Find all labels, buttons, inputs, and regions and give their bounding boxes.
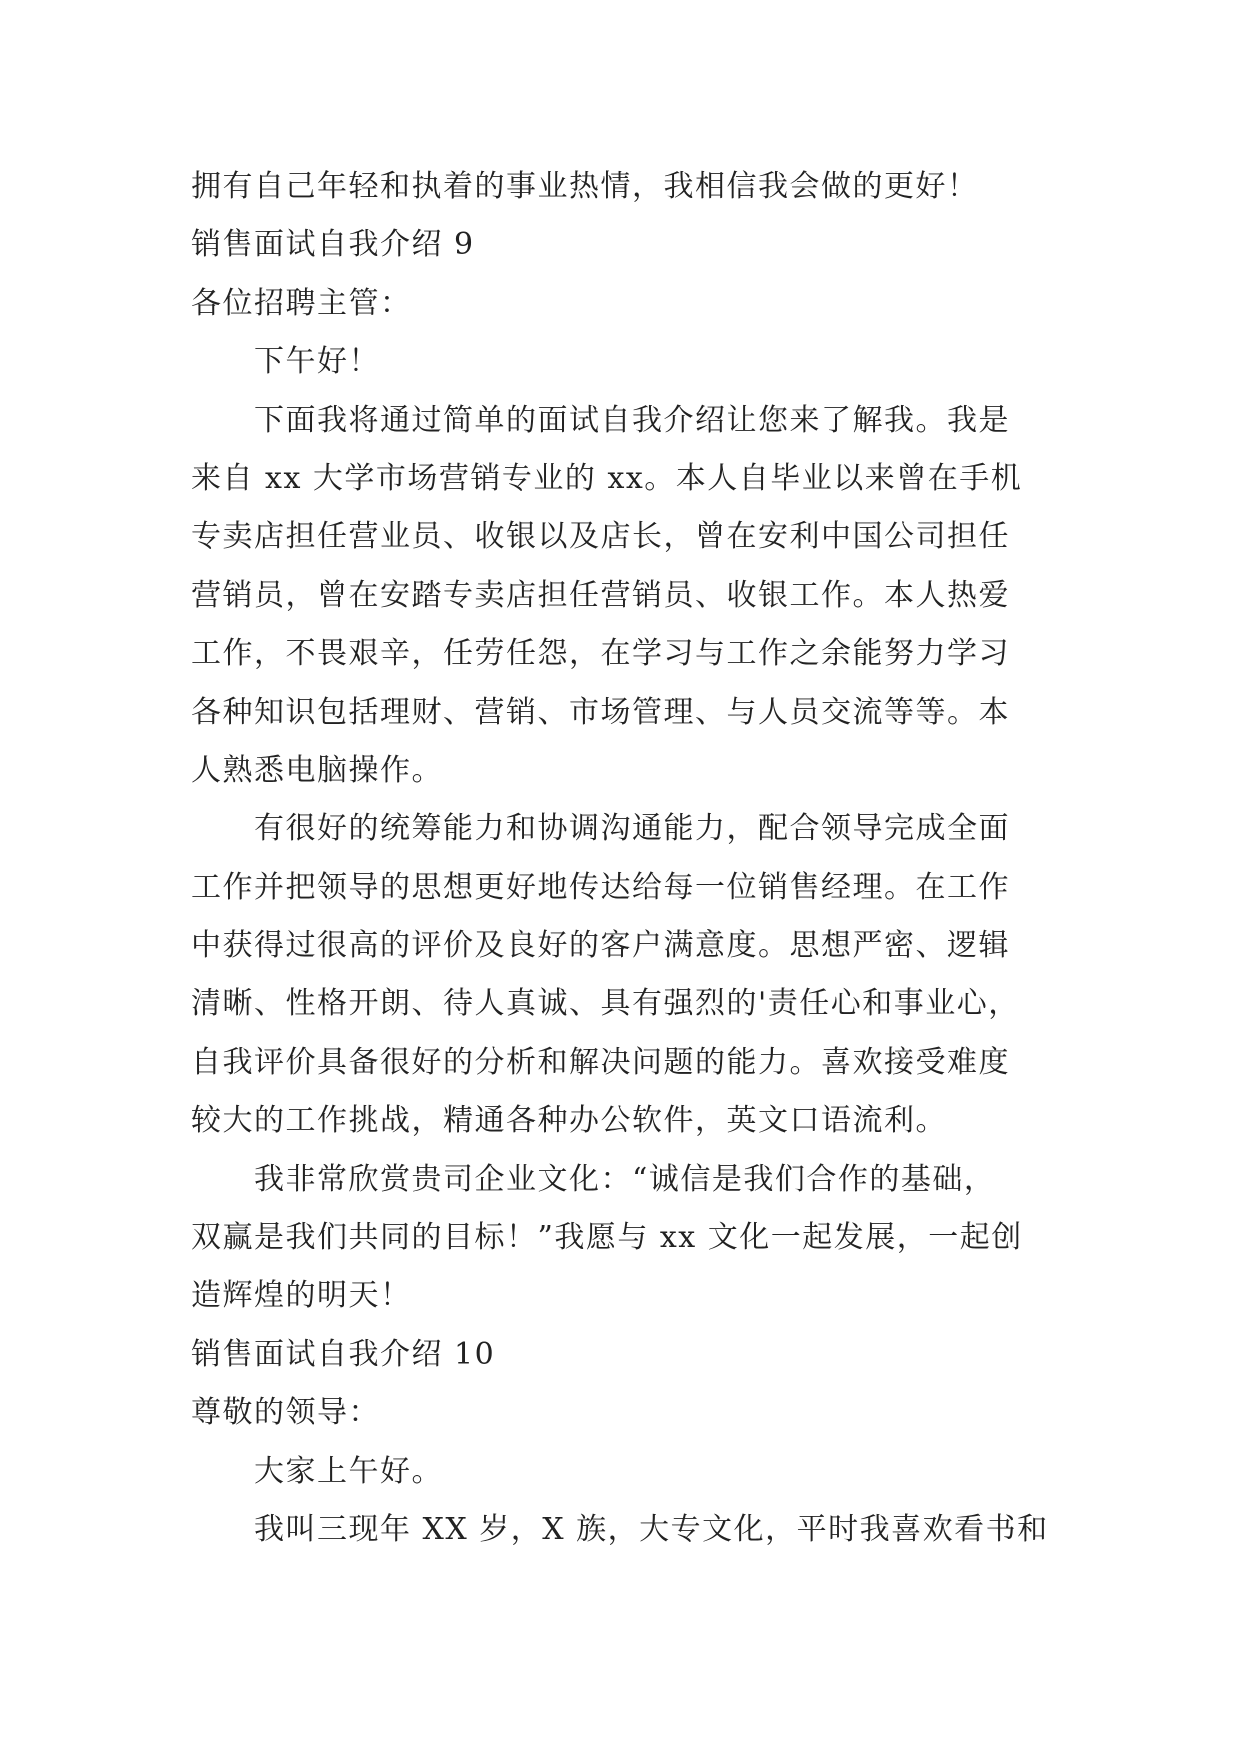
- text-line: 我非常欣赏贵司企业文化：“诚信是我们合作的基础，: [254, 1161, 996, 1197]
- text-line: 双赢是我们共同的目标！”我愿与 xx 文化一起发展，一起创: [191, 1220, 1023, 1256]
- document-body: [191, 158, 1051, 1559]
- greeting: 下午好！: [254, 344, 380, 380]
- text-line: 营销员，曾在安踏专卖店担任营销员、收银工作。本人热爱: [191, 577, 1010, 613]
- greeting: 大家上午好。: [254, 1453, 443, 1489]
- text-line: 下面我将通过简单的面试自我介绍让您来了解我。我是: [254, 402, 1010, 438]
- text-line: 人熟悉电脑操作。: [191, 752, 443, 788]
- text-line: 工作，不畏艰辛，任劳任怨，在学习与工作之余能努力学习: [191, 636, 1010, 672]
- text-line: 专卖店担任营业员、收银以及店长，曾在安利中国公司担任: [191, 519, 1010, 555]
- text-line: 清晰、性格开朗、待人真诚、具有强烈的'责任心和事业心，: [191, 986, 1020, 1022]
- text-line: 中获得过很高的评价及良好的客户满意度。思想严密、逻辑: [191, 928, 1010, 964]
- text-line: 造辉煌的明天！: [191, 1278, 412, 1314]
- text-line: 拥有自己年轻和执着的事业热情，我相信我会做的更好！: [191, 169, 979, 204]
- text-line: 来自 xx 大学市场营销专业的 xx。本人自毕业以来曾在手机: [191, 460, 1023, 496]
- text-line: 较大的工作挑战，精通各种办公软件，英文口语流利。: [191, 1103, 947, 1139]
- section-heading: 销售面试自我介绍 9: [191, 227, 475, 263]
- text-line: 工作并把领导的思想更好地传达给每一位销售经理。在工作: [191, 869, 1010, 905]
- section-heading: 销售面试自我介绍 10: [191, 1336, 496, 1372]
- text-line: 自我评价具备很好的分析和解决问题的能力。喜欢接受难度: [191, 1044, 1010, 1080]
- salutation: 尊敬的领导：: [191, 1395, 380, 1431]
- salutation: 各位招聘主管：: [191, 285, 412, 321]
- text-line: 有很好的统筹能力和协调沟通能力，配合领导完成全面: [254, 811, 1010, 847]
- text-line: 我叫三现年 XX 岁，X 族，大专文化，平时我喜欢看书和: [254, 1511, 1049, 1547]
- text-line: 各种知识包括理财、营销、市场管理、与人员交流等等。本: [191, 694, 1010, 730]
